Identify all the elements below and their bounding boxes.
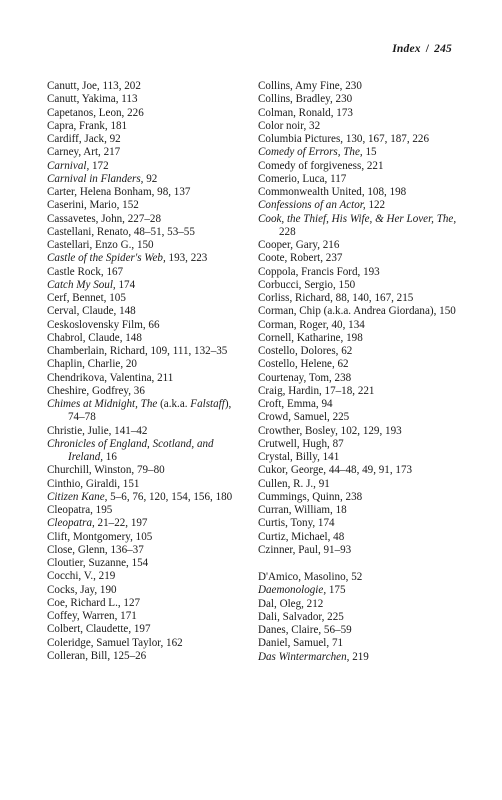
entry-text: Cleopatra, 195 xyxy=(47,504,113,516)
index-entry xyxy=(47,544,245,557)
index-entry xyxy=(47,372,245,385)
entry-text: 15 xyxy=(362,146,377,159)
index-entry xyxy=(47,213,245,226)
entry-title-italic: Castle of the Spider's Web, xyxy=(47,252,166,265)
index-entry xyxy=(258,584,458,597)
entry-text: Corman, Roger, 40, 134 xyxy=(258,318,365,331)
index-entry xyxy=(258,120,458,133)
index-entry xyxy=(258,425,458,438)
index-entry xyxy=(47,93,245,106)
entry-text: Crutwell, Hugh, 87 xyxy=(258,437,344,450)
index-entry xyxy=(258,305,458,318)
index-entry xyxy=(258,504,458,517)
entry-text: 92 xyxy=(143,172,158,185)
index-entry xyxy=(47,584,245,597)
entry-text: D'Amico, Masolino, 52 xyxy=(258,571,363,583)
entry-title-italic: Catch My Soul, xyxy=(47,278,116,291)
entry-text: Cerf, Bennet, 105 xyxy=(47,292,126,304)
index-entry xyxy=(47,332,245,345)
index-entry xyxy=(258,133,458,146)
entry-text: (a.k.a. xyxy=(157,398,191,410)
index-entry xyxy=(258,411,458,424)
entry-text: Coe, Richard L., 127 xyxy=(47,596,141,609)
index-entry xyxy=(258,624,458,637)
entry-text: Caserini, Mario, 152 xyxy=(47,199,139,212)
entry-title-italic: Chimes at Midnight, The xyxy=(47,398,158,410)
index-entry xyxy=(47,120,245,133)
entry-text: Costello, Helene, 62 xyxy=(258,358,349,371)
entry-text: Costello, Dolores, 62 xyxy=(258,345,353,357)
entry-text: Corman, Chip (a.k.a. Andrea Giordana), 150 xyxy=(258,305,456,318)
entry-text: Clift, Montgomery, 105 xyxy=(47,530,153,543)
entry-text: Chabrol, Claude, 148 xyxy=(47,331,142,344)
index-entry xyxy=(258,160,458,173)
entry-text: Curtis, Tony, 174 xyxy=(258,517,335,530)
index-entry xyxy=(258,80,458,93)
entry-text: 5–6, 76, 120, 154, 156, 180 xyxy=(107,490,233,503)
letter-section-gap xyxy=(258,557,458,571)
index-entry xyxy=(47,597,245,610)
entry-text: Dali, Salvador, 225 xyxy=(258,610,344,623)
entry-text: Cerval, Claude, 148 xyxy=(47,305,136,318)
entry-text: Commonwealth United, 108, 198 xyxy=(258,186,407,198)
index-entry xyxy=(258,173,458,186)
entry-text: Castellari, Enzo G., 150 xyxy=(47,239,154,251)
entry-text: Danes, Claire, 56–59 xyxy=(258,624,352,636)
entry-text: Corliss, Richard, 88, 140, 167, 215 xyxy=(258,292,414,304)
entry-text: Cardiff, Jack, 92 xyxy=(47,133,121,145)
index-entry xyxy=(258,385,458,398)
index-entry xyxy=(258,107,458,120)
entry-text: Close, Glenn, 136–37 xyxy=(47,543,144,556)
entry-text: Crowther, Bosley, 102, 129, 193 xyxy=(258,424,402,437)
index-entry xyxy=(258,611,458,624)
entry-text: Cukor, George, 44–48, 49, 91, 173 xyxy=(258,464,413,477)
index-entry xyxy=(47,637,245,650)
entry-text: Ceskoslovensky Film, 66 xyxy=(47,318,160,331)
entry-title-italic: Falstaff xyxy=(190,398,225,410)
index-entry xyxy=(258,146,458,159)
index-entry xyxy=(47,570,245,583)
index-entry xyxy=(258,598,458,611)
entry-text: Cocks, Jay, 190 xyxy=(47,583,117,596)
entry-text: Coppola, Francis Ford, 193 xyxy=(258,265,380,278)
entry-text: Cooper, Gary, 216 xyxy=(258,239,340,251)
index-entry xyxy=(47,623,245,636)
entry-text: Crystal, Billy, 141 xyxy=(258,451,340,463)
index-entry xyxy=(47,438,245,465)
entry-text: 228 xyxy=(279,225,296,238)
entry-text: ), 74–78 xyxy=(68,398,232,424)
entry-text: Craig, Hardin, 17–18, 221 xyxy=(258,384,375,397)
entry-text: Churchill, Winston, 79–80 xyxy=(47,464,165,477)
index-entry xyxy=(258,544,458,557)
entry-title-italic: Cleopatra, xyxy=(47,517,95,530)
entry-text: Coote, Robert, 237 xyxy=(258,252,343,265)
index-entry xyxy=(47,610,245,623)
entry-text: 16 xyxy=(103,451,117,463)
index-entry xyxy=(47,385,245,398)
index-entry xyxy=(258,491,458,504)
entry-text: Colleran, Bill, 125–26 xyxy=(47,649,147,662)
index-entry xyxy=(258,199,458,212)
entry-text: Curran, William, 18 xyxy=(258,504,347,516)
entry-text: 193, 223 xyxy=(165,252,208,265)
entry-text: 122 xyxy=(365,199,386,212)
entry-text: Color noir, 32 xyxy=(258,119,321,132)
entry-text: Chendrikova, Valentina, 211 xyxy=(47,371,174,384)
entry-text: Courtenay, Tom, 238 xyxy=(258,371,352,384)
page-number: 245 xyxy=(434,43,452,55)
index-entry xyxy=(258,252,458,265)
index-entry xyxy=(258,332,458,345)
entry-text: Crowd, Samuel, 225 xyxy=(258,411,350,424)
entry-title-italic: Cook, the Thief, His Wife, & Her Lover, The, xyxy=(258,212,457,225)
entry-title-italic: Carnival in Flanders, xyxy=(47,172,144,185)
index-entry xyxy=(47,146,245,159)
index-entry xyxy=(47,504,245,517)
index-entry xyxy=(258,319,458,332)
index-entry xyxy=(47,517,245,530)
entry-text: Canutt, Yakima, 113 xyxy=(47,93,138,106)
entry-text: Carter, Helena Bonham, 98, 137 xyxy=(47,186,191,198)
entry-text: Corbucci, Sergio, 150 xyxy=(258,278,356,291)
index-entry xyxy=(258,266,458,279)
index-entry xyxy=(47,345,245,358)
entry-text: Comedy of forgiveness, 221 xyxy=(258,159,384,172)
index-entry xyxy=(258,651,458,664)
entry-text: 172 xyxy=(89,159,109,172)
index-entry xyxy=(47,358,245,371)
entry-text: Collins, Bradley, 230 xyxy=(258,93,353,106)
entry-text: Cummings, Quinn, 238 xyxy=(258,490,363,503)
entry-text: Capra, Frank, 181 xyxy=(47,119,128,132)
index-entry xyxy=(258,398,458,411)
entry-text: 174 xyxy=(115,278,136,291)
entry-text: Capetanos, Leon, 226 xyxy=(47,106,144,119)
index-entry xyxy=(47,279,245,292)
running-header xyxy=(392,43,452,55)
index-entry xyxy=(47,319,245,332)
entry-text: Cullen, R. J., 91 xyxy=(258,477,330,490)
index-entry xyxy=(258,438,458,451)
index-entry xyxy=(47,199,245,212)
index-entry xyxy=(258,292,458,305)
index-column-left xyxy=(47,80,245,663)
index-entry xyxy=(258,451,458,464)
index-entry xyxy=(47,478,245,491)
index-entry xyxy=(47,398,245,425)
header-separator: / xyxy=(425,43,430,55)
entry-text: Cinthio, Giraldi, 151 xyxy=(47,477,140,490)
index-entry xyxy=(258,571,458,584)
index-entry xyxy=(258,464,458,477)
index-column-right xyxy=(258,80,458,664)
index-entry xyxy=(47,133,245,146)
entry-text: Croft, Emma, 94 xyxy=(258,398,333,410)
index-entry xyxy=(258,239,458,252)
index-entry xyxy=(258,478,458,491)
index-entry xyxy=(47,557,245,570)
index-entry xyxy=(47,464,245,477)
entry-text: Coffey, Warren, 171 xyxy=(47,610,137,622)
index-entry xyxy=(47,80,245,93)
entry-text: Curtiz, Michael, 48 xyxy=(258,530,345,543)
entry-title-italic: Citizen Kane, xyxy=(47,490,108,503)
entry-text: Colbert, Claudette, 197 xyxy=(47,623,151,636)
entry-title-italic: Comedy of Errors, The, xyxy=(258,146,363,159)
entry-text: Columbia Pictures, 130, 167, 187, 226 xyxy=(258,133,430,145)
index-title: Index xyxy=(392,43,421,55)
entry-text: Coleridge, Samuel Taylor, 162 xyxy=(47,636,183,649)
index-entry xyxy=(258,372,458,385)
index-entry xyxy=(47,160,245,173)
entry-text: 175 xyxy=(326,584,346,597)
entry-text: Czinner, Paul, 91–93 xyxy=(258,543,352,556)
index-entry xyxy=(47,226,245,239)
entry-title-italic: Confessions of an Actor, xyxy=(258,199,366,212)
entry-text: Chaplin, Charlie, 20 xyxy=(47,358,137,371)
entry-title-italic: Chronicles of England, Scotland, and Ireland, xyxy=(47,437,214,463)
index-entry xyxy=(258,93,458,106)
index-entry xyxy=(47,107,245,120)
index-entry xyxy=(47,650,245,663)
index-entry xyxy=(47,252,245,265)
index-entry xyxy=(47,531,245,544)
index-entry xyxy=(258,637,458,650)
entry-title-italic: Carnival, xyxy=(47,159,90,172)
entry-text: Castellani, Renato, 48–51, 53–55 xyxy=(47,225,195,238)
entry-text: Collins, Amy Fine, 230 xyxy=(258,80,362,92)
index-entry xyxy=(258,517,458,530)
entry-text: Castle Rock, 167 xyxy=(47,265,124,278)
entry-text: Chamberlain, Richard, 109, 111, 132–35 xyxy=(47,345,228,357)
index-entry xyxy=(258,345,458,358)
entry-text: Dal, Oleg, 212 xyxy=(258,597,324,610)
entry-text: Colman, Ronald, 173 xyxy=(258,106,353,119)
index-entry xyxy=(47,425,245,438)
index-entry xyxy=(47,186,245,199)
index-entry xyxy=(258,279,458,292)
entry-text: Cocchi, V., 219 xyxy=(47,570,116,583)
entry-text: Christie, Julie, 141–42 xyxy=(47,424,148,437)
entry-text: 21–22, 197 xyxy=(94,517,148,530)
entry-title-italic: Das Wintermarchen, xyxy=(258,650,350,663)
index-entry xyxy=(258,531,458,544)
entry-text: Carney, Art, 217 xyxy=(47,146,121,159)
entry-text: Daniel, Samuel, 71 xyxy=(258,637,344,650)
entry-title-italic: Daemonologie, xyxy=(258,584,327,597)
entry-text: Cloutier, Suzanne, 154 xyxy=(47,557,149,569)
index-entry xyxy=(47,292,245,305)
entry-text: Cornell, Katharine, 198 xyxy=(258,331,363,344)
index-entry xyxy=(258,358,458,371)
index-entry xyxy=(47,173,245,186)
entry-text: Cassavetes, John, 227–28 xyxy=(47,212,162,225)
entry-text: 219 xyxy=(349,650,369,663)
entry-text: Comerio, Luca, 117 xyxy=(258,172,347,185)
index-entry xyxy=(258,186,458,199)
index-entry xyxy=(47,305,245,318)
entry-text: Cheshire, Godfrey, 36 xyxy=(47,384,145,397)
index-entry xyxy=(258,213,458,240)
entry-text: Canutt, Joe, 113, 202 xyxy=(47,80,141,92)
index-entry xyxy=(47,266,245,279)
index-entry xyxy=(47,491,245,504)
index-entry xyxy=(47,239,245,252)
